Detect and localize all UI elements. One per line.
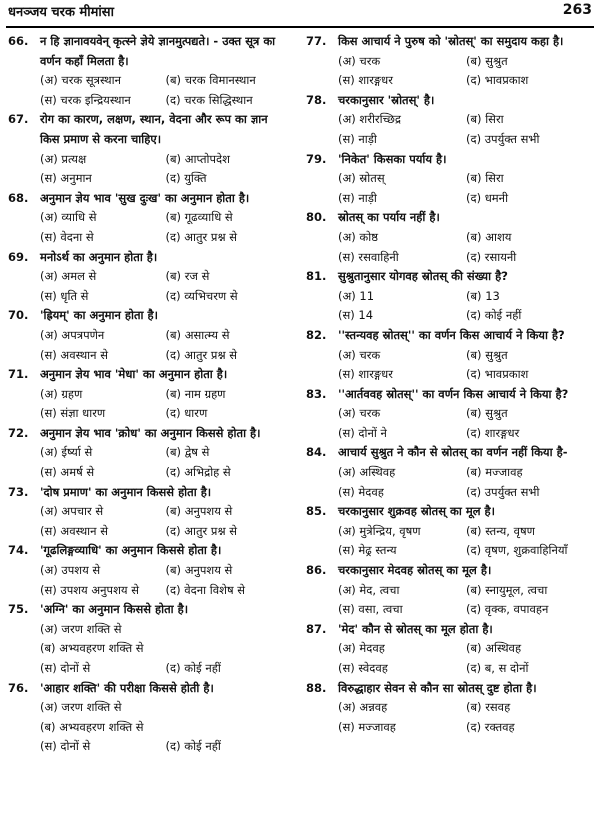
question-body — [338, 385, 594, 444]
answer-option: (अ) मेद, त्वचा — [338, 582, 400, 597]
question-text: विरुद्धाहार सेवन से कौन सा स्रोतस् दुष्ट होता है। — [338, 680, 537, 695]
answer-option: (अ) ईर्ष्या से — [40, 445, 93, 460]
options-grid — [40, 267, 291, 306]
question-body — [338, 32, 594, 91]
question-item — [8, 365, 291, 424]
answer-option: (स) 14 — [338, 308, 374, 323]
question-item — [306, 150, 594, 209]
answer-option: (स) नाड़ी — [338, 131, 377, 146]
question-item — [306, 443, 594, 502]
options-row — [40, 639, 291, 659]
question-number: 84. — [306, 445, 327, 460]
header-rule — [6, 26, 594, 28]
answer-option: (अ) प्रत्यक्ष — [40, 151, 87, 166]
answer-option: (ब) मज्जावह — [466, 465, 523, 480]
question-item — [306, 502, 594, 561]
question-item — [8, 541, 291, 600]
answer-option: (द) धमनी — [466, 190, 509, 205]
question-body — [338, 679, 594, 738]
question-text: मनोऽर्थ का अनुमान होता है। — [40, 249, 158, 264]
question-number: 71. — [8, 367, 29, 382]
question-number: 73. — [8, 484, 29, 499]
options-grid — [338, 287, 594, 326]
answer-option: (अ) व्याधि से — [40, 210, 97, 225]
answer-option: (ब) रज से — [165, 269, 210, 284]
answer-option: (द) अभिद्रोह से — [165, 465, 231, 480]
answer-option: (ब) अभ्यवहरण शक्ति से — [40, 641, 144, 656]
answer-option: (स) मेढ्र स्तन्य — [338, 543, 397, 558]
answer-option: (द) आतुर प्रश्न से — [165, 523, 238, 538]
question-text: ''स्तन्यवह स्रोतस्'' का वर्णन किस आचार्य ने किया है? — [338, 327, 565, 342]
answer-option: (अ) जरण शक्ति से — [40, 621, 122, 636]
answer-option: (अ) चरक — [338, 347, 381, 362]
answer-option: (अ) कोष्ठ — [338, 229, 378, 244]
question-item — [306, 326, 594, 385]
answer-option: (अ) अमल से — [40, 269, 97, 284]
answer-option: (द) कोई नहीं — [466, 308, 522, 323]
answer-option: (ब) सिरा — [466, 171, 504, 186]
question-body — [338, 502, 594, 561]
question-number: 88. — [306, 680, 327, 695]
question-number: 76. — [8, 680, 29, 695]
answer-option: (ब) सुश्रुत — [466, 347, 508, 362]
running-title: धनञ्जय चरक मीमांसा — [8, 5, 114, 20]
answer-option: (ब) अस्थिवह — [466, 641, 522, 656]
question-number: 85. — [306, 504, 327, 519]
options-grid — [40, 385, 291, 424]
right-column — [306, 32, 594, 737]
question-item — [306, 385, 594, 444]
question-number: 87. — [306, 621, 327, 636]
question-number: 67. — [8, 112, 29, 127]
answer-option: (स) अवस्थान से — [40, 523, 108, 538]
question-text: चरकानुसार शुक्रवह स्रोतस् का मूल है। — [338, 504, 495, 519]
answer-option: (स) शारङ्गधर — [338, 367, 393, 382]
answer-option: (ब) असात्म्य से — [165, 327, 230, 342]
question-body — [40, 365, 291, 424]
question-text: 'निकेत' किसका पर्याय है। — [338, 151, 447, 166]
options-grid — [338, 346, 594, 385]
answer-option: (अ) अन्नवह — [338, 700, 388, 715]
answer-option: (ब) द्वेष से — [165, 445, 210, 460]
question-number: 80. — [306, 210, 327, 225]
page-header — [8, 2, 592, 24]
answer-option: (अ) मेदवह — [338, 641, 385, 656]
answer-option: (ब) स्तन्य, वृषण — [466, 523, 535, 538]
options-grid — [40, 71, 291, 110]
options-grid — [338, 463, 594, 502]
question-item — [8, 189, 291, 248]
answer-option: (स) दोनों से — [40, 739, 91, 754]
question-text: चरकानुसार मेदवह स्रोतस् का मूल है। — [338, 563, 492, 578]
question-number: 69. — [8, 249, 29, 264]
question-item — [306, 561, 594, 620]
answer-option: (स) स्वेदवह — [338, 661, 388, 675]
options-grid — [40, 208, 291, 247]
question-number: 82. — [306, 327, 327, 342]
question-text: 'आहार शक्ति' की परीक्षा किससे होती है। — [40, 680, 214, 695]
question-item — [306, 267, 594, 326]
answer-option: (अ) 11 — [338, 288, 375, 303]
answer-option: (ब) गूढव्याधि से — [165, 210, 233, 225]
answer-option: (ब) सुश्रुत — [466, 406, 508, 421]
question-text: आचार्य सुश्रुत ने कौन से स्रोतस् का वर्णन नहीं किया है- — [338, 445, 568, 460]
answer-option: (स) मज्जावह — [338, 719, 396, 734]
question-body — [40, 483, 291, 542]
question-item — [8, 32, 291, 110]
answer-option: (द) आतुर प्रश्न से — [165, 229, 238, 244]
answer-option: (स) दोनों ने — [338, 425, 387, 440]
question-item — [8, 110, 291, 188]
question-number: 66. — [8, 34, 29, 48]
question-item — [306, 208, 594, 267]
question-text: रोग का कारण, लक्षण, स्थान, वेदना और रूप का ज्ञान किस प्रमाण से करना चाहिए। — [40, 112, 268, 146]
question-item — [8, 483, 291, 542]
answer-option: (द) ब, स दोनों — [466, 661, 529, 675]
answer-option: (ब) सुश्रुत — [466, 53, 508, 68]
answer-option: (द) उपर्युक्त सभी — [466, 131, 540, 146]
options-row — [40, 737, 291, 757]
question-text: 'अग्नि' का अनुमान किससे होता है। — [40, 602, 189, 617]
question-text: 'ह्रियम्' का अनुमान होता है। — [40, 308, 158, 323]
question-text: अनुमान ज्ञेय भाव 'क्रोध' का अनुमान किससे होता है। — [40, 425, 261, 440]
answer-option: (ब) सिरा — [466, 112, 504, 127]
question-body — [40, 424, 291, 483]
answer-option: (स) शारङ्गधर — [338, 73, 393, 88]
question-number: 77. — [306, 34, 327, 48]
answer-option: (स) नाड़ी — [338, 190, 377, 205]
question-body — [338, 326, 594, 385]
answer-option: (स) अवस्थान से — [40, 347, 108, 362]
options-grid — [40, 561, 291, 600]
question-item — [306, 620, 594, 679]
answer-option: (स) अनुमान — [40, 171, 92, 186]
answer-option: (द) कोई नहीं — [165, 661, 221, 675]
options-row — [40, 659, 291, 679]
question-body — [40, 306, 291, 365]
question-text: ''आर्तववह स्रोतस्'' का वर्णन किस आचार्य ने किया है? — [338, 386, 569, 401]
answer-option: (अ) जरण शक्ति से — [40, 700, 122, 715]
answer-option: (ब) आशय — [466, 229, 512, 244]
question-text: सुश्रुतानुसार योगवह स्रोतस् की संख्या है? — [338, 269, 508, 284]
question-text: 'गूढलिङ्गव्याधि' का अनुमान किससे होता है। — [40, 543, 222, 558]
question-body — [338, 150, 594, 209]
question-item — [8, 248, 291, 307]
question-body — [338, 208, 594, 267]
options-grid — [40, 443, 291, 482]
answer-option: (द) युक्ति — [165, 171, 207, 186]
answer-option: (द) उपर्युक्त सभी — [466, 484, 540, 499]
answer-option: (स) वसा, त्वचा — [338, 602, 403, 617]
options-grid — [40, 502, 291, 541]
question-body — [338, 91, 594, 150]
answer-option: (ब) स्नायुमूल, त्वचा — [466, 582, 548, 597]
answer-option: (अ) स्रोतस् — [338, 171, 385, 186]
question-text: अनुमान ज्ञेय भाव 'मेधा' का अनुमान होता है। — [40, 367, 228, 382]
options-grid — [40, 150, 291, 189]
options-row — [40, 718, 291, 738]
answer-option: (अ) चरक सूत्रस्थान — [40, 73, 121, 88]
options-grid — [40, 326, 291, 365]
question-item — [8, 306, 291, 365]
question-item — [306, 32, 594, 91]
options-row — [40, 698, 291, 718]
answer-option: (अ) उपशय से — [40, 563, 101, 578]
options-grid — [338, 522, 594, 561]
answer-option: (अ) शरीरच्छिद्र — [338, 112, 401, 127]
page-number: 263 — [562, 2, 592, 18]
answer-option: (द) धारण — [165, 406, 208, 421]
question-number: 72. — [8, 425, 29, 440]
answer-option: (स) धृति से — [40, 288, 89, 303]
question-body — [338, 620, 594, 679]
question-text: 'मेद' कौन से स्रोतस् का मूल होता है। — [338, 621, 493, 636]
answer-option: (अ) मुत्रेन्द्रिय, वृषण — [338, 523, 421, 538]
options-row — [40, 620, 291, 640]
question-number: 86. — [306, 563, 327, 578]
question-text: चरकानुसार 'स्रोतस्' है। — [338, 92, 435, 107]
answer-option: (ब) चरक विमानस्थान — [165, 73, 256, 88]
question-body — [40, 600, 291, 678]
answer-option: (द) शारङ्गधर — [466, 425, 520, 440]
answer-option: (ब) अनुपशय से — [165, 563, 233, 578]
answer-option: (द) भावप्रकाश — [466, 73, 529, 88]
question-body — [338, 267, 594, 326]
question-body — [40, 248, 291, 307]
answer-option: (द) भावप्रकाश — [466, 367, 529, 382]
answer-option: (अ) अपचार से — [40, 504, 104, 519]
answer-option: (द) कोई नहीं — [165, 739, 221, 754]
question-number: 81. — [306, 269, 327, 284]
question-number: 78. — [306, 92, 327, 107]
answer-option: (स) रसवाहिनी — [338, 249, 399, 264]
answer-option: (स) अमर्ष से — [40, 465, 95, 480]
answer-option: (ब) आप्तोपदेश — [165, 151, 230, 166]
question-text: न हि ज्ञानावयवेन् कृत्स्ने ज्ञेये ज्ञानमुत्पद्यते। - उक्त सूत्र का वर्णन कहाँ मिलता है। — [40, 34, 276, 68]
options-grid — [338, 404, 594, 443]
left-column — [8, 32, 291, 757]
question-number: 68. — [8, 190, 29, 205]
question-item — [8, 600, 291, 678]
question-text: अनुमान ज्ञेय भाव 'सुख दुःख' का अनुमान होता है। — [40, 190, 250, 205]
question-item — [8, 679, 291, 757]
answer-option: (स) मेदवह — [338, 484, 384, 499]
question-number: 75. — [8, 602, 29, 617]
options-grid — [338, 698, 594, 737]
question-text: किस आचार्य ने पुरुष को 'स्रोतस्' का समुदाय कहा है। — [338, 34, 564, 48]
answer-option: (अ) ग्रहण — [40, 386, 83, 401]
options-grid — [338, 581, 594, 620]
options-grid — [338, 639, 594, 678]
answer-option: (द) चरक सिद्धिस्थान — [165, 92, 253, 107]
question-body — [40, 189, 291, 248]
question-item — [306, 679, 594, 738]
options-grid — [338, 110, 594, 149]
answer-option: (अ) चरक — [338, 53, 381, 68]
answer-option: (ब) 13 — [466, 288, 500, 303]
answer-option: (द) रसायनी — [466, 249, 517, 264]
answer-option: (द) वृक्क, वपावहन — [466, 602, 549, 617]
answer-option: (द) रक्तवह — [466, 719, 515, 734]
question-number: 70. — [8, 308, 29, 323]
answer-option: (स) चरक इन्द्रियस्थान — [40, 92, 131, 107]
answer-option: (द) व्यभिचरण से — [165, 288, 238, 303]
question-number: 83. — [306, 386, 327, 401]
question-body — [40, 32, 291, 110]
question-body — [40, 110, 291, 188]
answer-option: (अ) चरक — [338, 406, 381, 421]
answer-option: (द) आतुर प्रश्न से — [165, 347, 238, 362]
question-item — [306, 91, 594, 150]
answer-option: (स) दोनों से — [40, 661, 91, 675]
question-body — [338, 443, 594, 502]
question-number: 74. — [8, 543, 29, 558]
answer-option: (द) वेदना विशेष से — [165, 582, 246, 597]
question-number: 79. — [306, 151, 327, 166]
answer-option: (ब) नाम ग्रहण — [165, 386, 226, 401]
answer-option: (स) वेदना से — [40, 229, 94, 244]
options-grid — [338, 52, 594, 91]
options-grid — [338, 169, 594, 208]
answer-option: (ब) रसवह — [466, 700, 511, 715]
answer-option: (स) संज्ञा धारण — [40, 406, 106, 421]
answer-option: (अ) अस्थिवह — [338, 465, 396, 480]
question-text: 'दोष प्रमाण' का अनुमान किससे होता है। — [40, 484, 212, 499]
question-text: स्रोतस् का पर्याय नहीं है। — [338, 210, 440, 225]
answer-option: (स) उपशय अनुपशय से — [40, 582, 140, 597]
answer-option: (अ) अपत्रपणेन — [40, 327, 105, 342]
question-item — [8, 424, 291, 483]
answer-option: (द) वृषण, शुक्रवाहिनियाँ — [466, 543, 568, 558]
answer-option: (ब) अनुपशय से — [165, 504, 233, 519]
answer-option: (ब) अभ्यवहरण शक्ति से — [40, 719, 144, 734]
options-grid — [338, 228, 594, 267]
question-body — [40, 541, 291, 600]
question-body — [338, 561, 594, 620]
question-body — [40, 679, 291, 757]
